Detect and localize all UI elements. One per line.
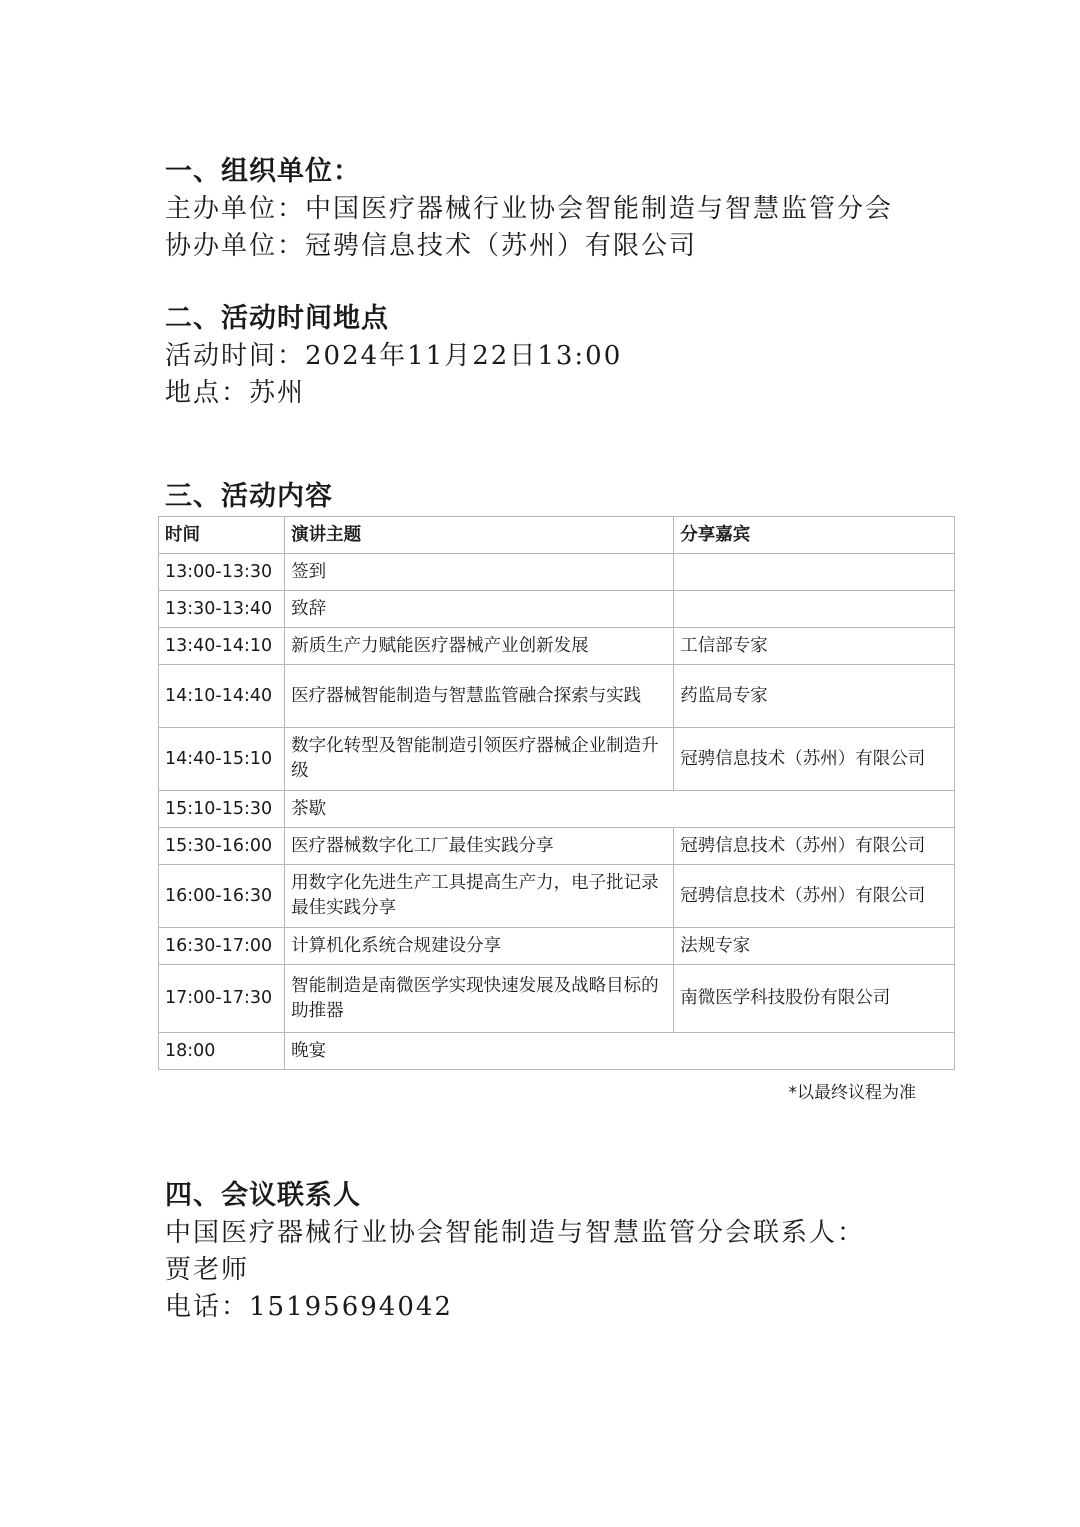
section-time-place: [165, 300, 1020, 412]
table-row: [159, 554, 955, 591]
row-time: 14:10-14:40: [159, 665, 285, 728]
section-content: [165, 478, 1020, 516]
table-row: [159, 728, 955, 791]
event-place: 地点：苏州: [165, 378, 306, 408]
table-row: [159, 865, 955, 928]
row-speaker: 冠骋信息技术（苏州）有限公司: [674, 728, 955, 791]
row-topic: 智能制造是南微医学实现快速发展及战略目标的助推器: [285, 965, 674, 1033]
row-topic: 数字化转型及智能制造引领医疗器械企业制造升级: [285, 728, 674, 791]
row-speaker: 工信部专家: [674, 628, 955, 665]
agenda-note: *以最终议程为准: [788, 1083, 916, 1103]
row-speaker: 冠骋信息技术（苏州）有限公司: [674, 828, 955, 865]
co-host-unit: 协办单位：冠骋信息技术（苏州）有限公司: [165, 231, 698, 261]
row-topic: 致辞: [285, 591, 674, 628]
table-header-row: [159, 517, 955, 554]
row-time: 17:00-17:30: [159, 965, 285, 1033]
column-header-speaker: 分享嘉宾: [674, 517, 955, 554]
table-row: [159, 665, 955, 728]
table-row: [159, 1033, 955, 1070]
row-time: 16:30-17:00: [159, 928, 285, 965]
row-time: 13:00-13:30: [159, 554, 285, 591]
row-speaker: [674, 591, 955, 628]
table-row: [159, 628, 955, 665]
section-contact: [165, 1177, 1020, 1326]
table-row: [159, 828, 955, 865]
row-speaker: 法规专家: [674, 928, 955, 965]
row-time: 15:30-16:00: [159, 828, 285, 865]
contact-phone: 电话：15195694042: [165, 1292, 453, 1322]
row-time: 13:30-13:40: [159, 591, 285, 628]
table-row: [159, 965, 955, 1033]
row-topic: 医疗器械智能制造与智慧监管融合探索与实践: [285, 665, 674, 728]
row-time: 18:00: [159, 1033, 285, 1070]
row-topic: 计算机化系统合规建设分享: [285, 928, 674, 965]
row-time: 14:40-15:10: [159, 728, 285, 791]
row-speaker: 药监局专家: [674, 665, 955, 728]
row-topic: 晚宴: [285, 1033, 955, 1070]
column-header-topic: 演讲主题: [285, 517, 674, 554]
section-organizers: [165, 153, 1020, 265]
table-row: [159, 928, 955, 965]
row-topic: 新质生产力赋能医疗器械产业创新发展: [285, 628, 674, 665]
column-header-time: 时间: [159, 517, 285, 554]
agenda-table: [158, 516, 955, 1070]
row-speaker: 南微医学科技股份有限公司: [674, 965, 955, 1033]
row-speaker: 冠骋信息技术（苏州）有限公司: [674, 865, 955, 928]
section-heading: 三、活动内容: [165, 481, 333, 512]
row-time: 16:00-16:30: [159, 865, 285, 928]
host-unit: 主办单位：中国医疗器械行业协会智能制造与智慧监管分会: [165, 194, 894, 224]
row-topic: 茶歇: [285, 791, 955, 828]
section-heading: 四、会议联系人: [165, 1180, 361, 1211]
contact-name: 贾老师: [165, 1255, 250, 1285]
row-topic: 医疗器械数字化工厂最佳实践分享: [285, 828, 674, 865]
row-topic: 签到: [285, 554, 674, 591]
section-heading: 二、活动时间地点: [165, 303, 389, 334]
section-heading: 一、组织单位：: [165, 156, 361, 187]
contact-org: 中国医疗器械行业协会智能制造与智慧监管分会联系人：: [165, 1218, 866, 1248]
row-topic: 用数字化先进生产工具提高生产力，电子批记录最佳实践分享: [285, 865, 674, 928]
table-row: [159, 591, 955, 628]
row-time: 13:40-14:10: [159, 628, 285, 665]
event-time: 活动时间：2024年11月22日13:00: [165, 341, 623, 371]
table-row: [159, 791, 955, 828]
row-speaker: [674, 554, 955, 591]
row-time: 15:10-15:30: [159, 791, 285, 828]
